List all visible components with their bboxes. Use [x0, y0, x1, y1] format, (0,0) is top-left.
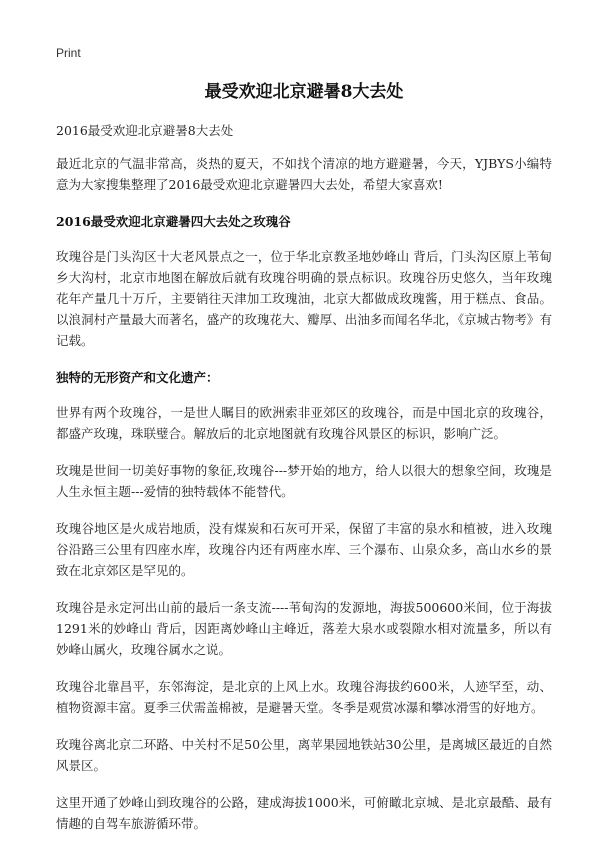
heritage-paragraph-6: 玫瑰谷离北京二环路、中关村不足50公里，离苹果园地铁站30公里，是离城区最近的自然风景区。 — [56, 737, 552, 773]
heritage-paragraph-2: 玫瑰是世间一切美好事物的象征,玫瑰谷---梦开始的地方，给人以很大的想象空间，玫瑰是人生永恒主题---爱情的独特载体不能替代。 — [56, 463, 552, 499]
page-title: 最受欢迎北京避暑8大去处 — [204, 82, 404, 102]
heritage-paragraph-4: 玫瑰谷是永定河出山前的最后一条支流----苇甸沟的发源地，海拔500600米间，位于海拔1291米的妙峰山 背后，因距离妙峰山主峰近，落差大泉水或裂隙水相对流量多，所以有妙峰山属火，玫瑰谷属水之说。 — [56, 600, 552, 657]
section-heading-rose-valley: 2016最受欢迎北京避暑四大去处之玫瑰谷 — [56, 214, 291, 229]
heritage-paragraph-7: 这里开通了妙峰山到玫瑰谷的公路，建成海拔1000米，可俯瞰北京城、是北京最酷、最有情趣的自驾车旅游循环带。 — [56, 795, 552, 831]
article-subtitle: 2016最受欢迎北京避暑8大去处 — [56, 123, 234, 138]
heritage-paragraph-1: 世界有两个玫瑰谷，一是世人瞩目的欧洲索非亚郊区的玫瑰谷，而是中国北京的玫瑰谷，都盛产玫瑰，珠联璧合。解放后的北京地图就有玫瑰谷风景区的标识，影响广泛。 — [56, 405, 552, 441]
rose-valley-paragraph: 玫瑰谷是门头沟区十大老风景点之一，位于华北京教圣地妙峰山 背后，门头沟区原上苇甸乡大沟村，北京市地图在解放后就有玫瑰谷明确的景点标识。玫瑰谷历史悠久，当年玫瑰花年产量几十万斤，主要销往天津加工玫瑰油，北京大都做成玫瑰酱，用于糕点、食品。以浪洞村产量最大而著名，盛产的玫瑰花大、瓣厚、出油多而闻名华北，《京城古物考》有记载。 — [56, 249, 552, 348]
print-link[interactable]: Print — [56, 46, 81, 60]
article — [56, 78, 552, 850]
heritage-paragraph-3: 玫瑰谷地区是火成岩地质，没有煤炭和石灰可开采，保留了丰富的泉水和植被，进入玫瑰谷沿路三公里有四座水库，玫瑰谷内还有两座水库、三个瀑布、山泉众多，高山水乡的景致在北京郊区是罕见的。 — [56, 521, 552, 578]
heritage-paragraph-5: 玫瑰谷北靠昌平，东邻海淀，是北京的上风上水。玫瑰谷海拔约600米，人迹罕至，动、植物资源丰富。夏季三伏需盖棉被，是避暑天堂。冬季是观赏冰瀑和攀冰滑雪的好地方。 — [56, 679, 552, 715]
intro-paragraph: 最近北京的气温非常高，炎热的夏天，不如找个清凉的地方避避暑，今天，YJBYS小编特意为大家搜集整理了2016最受欢迎北京避暑四大去处，希望大家喜欢! — [56, 156, 552, 192]
section-heading-heritage: 独特的无形资产和文化遗产： — [56, 370, 219, 385]
